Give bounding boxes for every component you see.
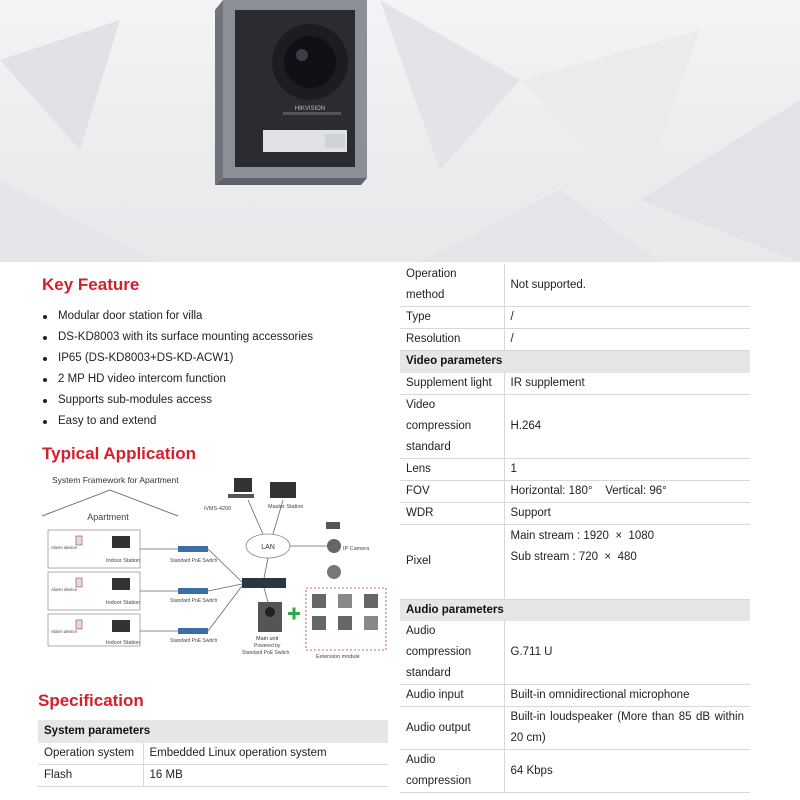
list-item: DS-KD8003 with its surface mounting accessories: [42, 327, 313, 348]
typical-application-title: Typical Application: [42, 444, 196, 463]
svg-text:Main unit: Main unit: [256, 636, 279, 642]
list-item: Modular door station for villa: [42, 306, 313, 327]
table-row: Video compression standard H.264: [400, 394, 750, 458]
alarm-label: Alarm device: [51, 629, 78, 634]
table-section-header: System parameters: [38, 720, 388, 743]
camera-label: IP Camera: [343, 546, 370, 552]
table-row: Pixel Main stream : 1920 × 1080 Sub stream : 720 × 480: [400, 524, 750, 599]
svg-text:Powered by: Powered by: [254, 643, 281, 649]
list-item: Easy to and extend: [42, 411, 313, 432]
table-row: Flash 16 MB: [38, 765, 388, 787]
computer-icon: [234, 478, 252, 492]
list-item: 2 MP HD video intercom function: [42, 369, 313, 390]
device-brand: HIKVISION: [294, 106, 326, 112]
svg-text:Standard PoE Switch: Standard PoE Switch: [170, 598, 218, 604]
hero-banner: [0, 0, 800, 262]
diagram-title: System Framework for Apartment: [52, 475, 179, 485]
svg-text:Standard PoE Switch: Standard PoE Switch: [170, 638, 218, 644]
parameters-table: [400, 264, 750, 793]
specification-title: Specification: [38, 691, 144, 710]
extension-label: Extension module: [316, 654, 360, 660]
table-row: Audio compression 64 Kbps: [400, 750, 750, 793]
camera-icon: [327, 539, 341, 553]
camera-icon: [326, 522, 340, 529]
indoor-label: Indoor Station: [106, 640, 141, 646]
table-section-header: Audio parameters: [400, 599, 750, 621]
indoor-label: Indoor Station: [106, 600, 141, 606]
ivms-label: iVMS-4200: [204, 506, 232, 512]
alarm-label: Alarm device: [51, 587, 78, 592]
system-parameters-table: [38, 720, 388, 787]
door-station-image: [215, 0, 375, 185]
room-2: [48, 572, 140, 610]
system-diagram: [38, 470, 390, 662]
camera-icon: [327, 565, 341, 579]
alarm-label: Alarm device: [51, 545, 78, 550]
svg-text:Standard PoE Switch: Standard PoE Switch: [170, 558, 218, 564]
master-station-label: Master Station: [268, 504, 304, 510]
table-row: WDR Support: [400, 502, 750, 524]
background-pattern: [0, 0, 800, 262]
list-item: IP65 (DS-KD8003+DS-KD-ACW1): [42, 348, 313, 369]
table-row: Audio input Built-in omnidirectional microphone: [400, 685, 750, 707]
table-row: Supplement light IR supplement: [400, 373, 750, 395]
feature-list: [42, 306, 313, 432]
table-row: Lens 1: [400, 458, 750, 480]
svg-text:Standard PoE Switch: Standard PoE Switch: [242, 650, 290, 656]
indoor-label: Indoor Station: [106, 558, 141, 564]
table-row: Operation system Embedded Linux operation system: [38, 743, 388, 765]
room-1: [48, 530, 140, 568]
poe-switch: [170, 546, 217, 644]
key-feature-title: Key Feature: [42, 275, 140, 294]
table-row: Audio output Built-in loudspeaker (More than 85 dB within 20 cm): [400, 707, 750, 750]
table-section-header: Video parameters: [400, 351, 750, 373]
table-row: Type /: [400, 307, 750, 329]
master-station-icon: [270, 482, 296, 498]
list-item: Supports sub-modules access: [42, 390, 313, 411]
table-row: Audio compression standard G.711 U: [400, 621, 750, 685]
main-switch: [242, 578, 286, 588]
room-3: [48, 614, 140, 646]
lan-label: LAN: [261, 544, 275, 551]
table-row: Operation method Not supported.: [400, 264, 750, 307]
table-row: Resolution /: [400, 329, 750, 351]
apartment-label: Apartment: [87, 512, 129, 522]
table-row: FOV Horizontal: 180° Vertical: 96°: [400, 480, 750, 502]
